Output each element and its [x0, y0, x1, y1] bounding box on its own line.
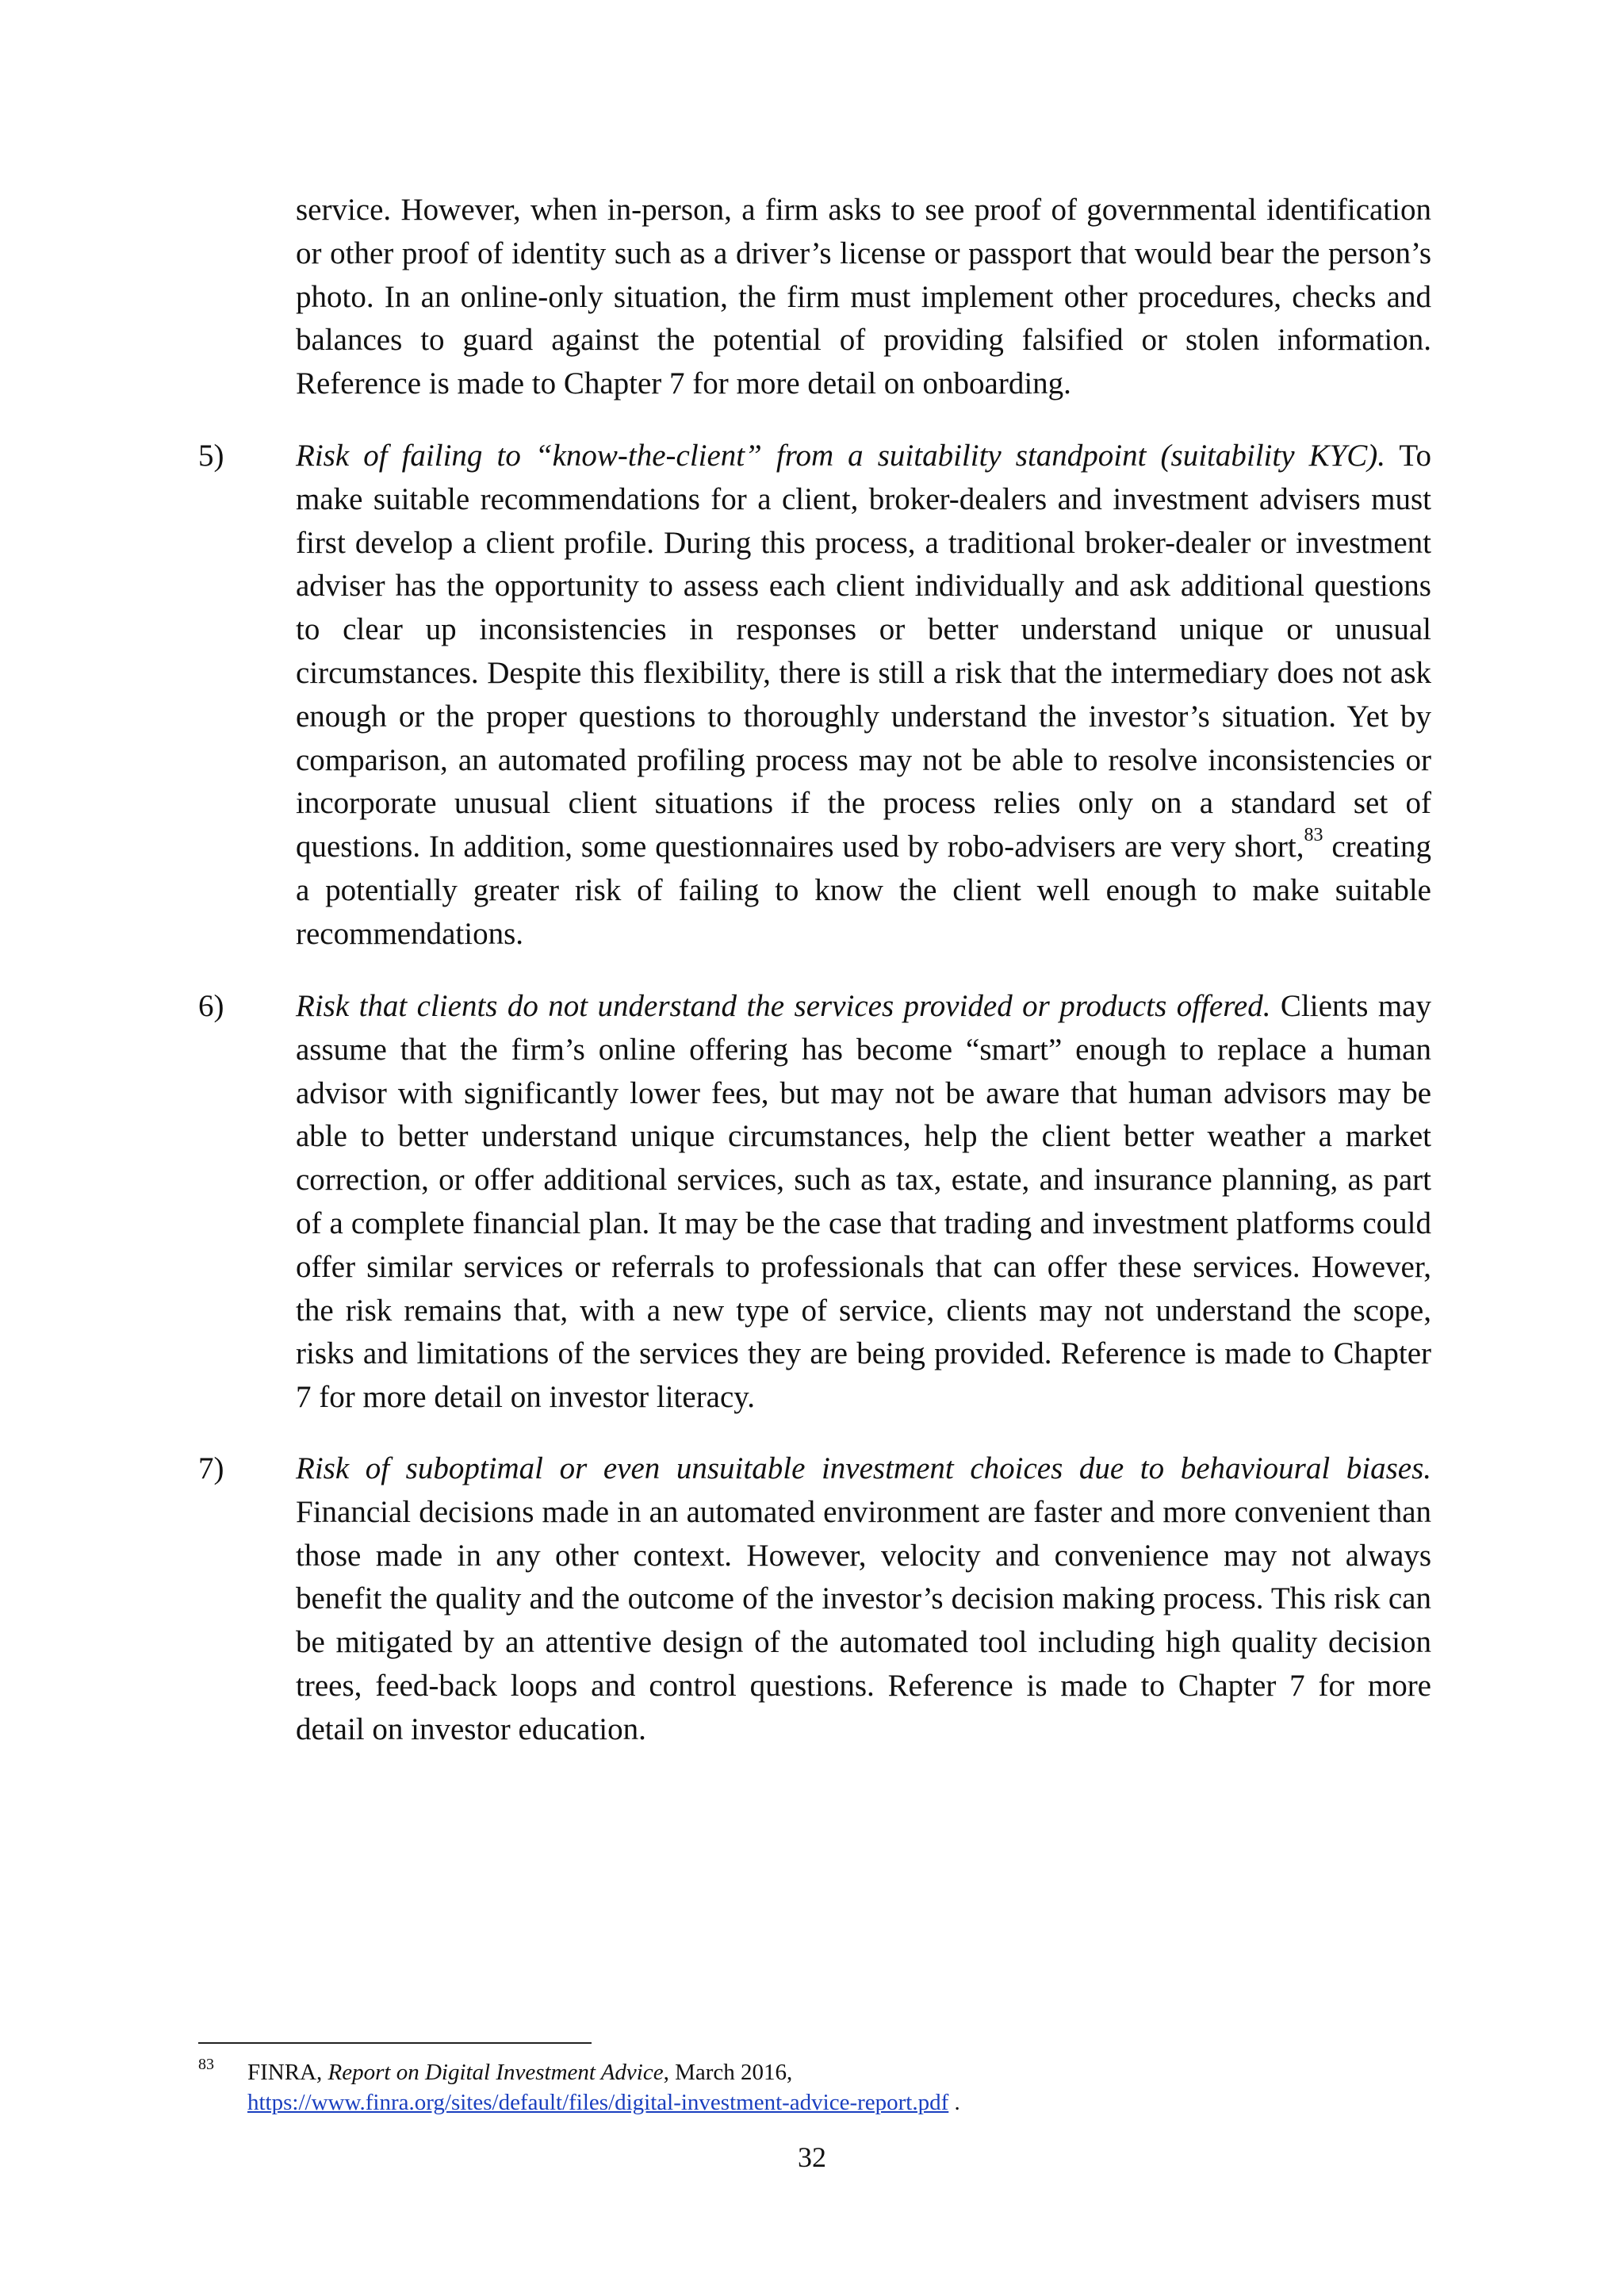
footnote-number: 83 [198, 2056, 214, 2073]
list-item-text-continued: creating a potentially greater risk of failing to know the client well enough to make suitable recommendations. [296, 830, 1432, 951]
footnote [198, 2054, 1431, 2118]
footnote-body [247, 2054, 1431, 2118]
list-item-7 [198, 1447, 1431, 1752]
list-item-content [296, 435, 1431, 956]
footnote-separator [198, 2042, 592, 2044]
list-item-number: 7) [198, 1451, 224, 1485]
list-item-content [296, 985, 1431, 1420]
list-item-6 [198, 985, 1431, 1420]
list-item-heading: Risk that clients do not understand the services provided or products offered. [296, 989, 1271, 1023]
list-item-number: 6) [198, 989, 224, 1023]
list-item-5 [198, 435, 1431, 956]
footnote-title: Report on Digital Investment Advice [327, 2060, 664, 2085]
list-item-text: To make suitable recommendations for a client, broker-dealers and investment advisers must first develop a client profile. During this process, a traditional broker-dealer or investment adviser has the opportunity to assess each client individually and ask additional questions to clear up inconsistencies in responses or better understand unique or unusual circumstances. Despite this flexibility, there is still a risk that the intermediary does not ask enough or the proper questions to thoroughly understand the investor’s situation. Yet by comparison, an automated profiling process may not be able to resolve inconsistencies or incorporate unusual client situations if the process relies only on a standard set of questions. In addition, some questionnaires used by robo-advisers are very short, [296, 439, 1431, 864]
list-item-text: Clients may assume that the firm’s online offering has become “smart” enough to replace a human advisor with significantly lower fees, but may not be aware that human advisors may be able to better understand unique circumstances, help the client better weather a market correction, or offer additional services, such as tax, estate, and insurance planning, as part of a complete financial plan. It may be the case that trading and investment platforms could offer similar services or referrals to professionals that can offer these services. However, the risk remains that, with a new type of service, clients may not understand the scope, risks and limitations of the services they are being provided. Reference is made to Chapter 7 for more detail on investor literacy. [296, 989, 1431, 1415]
page-number: 32 [798, 2141, 826, 2173]
footnote-reference[interactable]: 83 [1304, 825, 1323, 846]
list-item-number: 5) [198, 439, 224, 473]
footnote-link[interactable]: https://www.finra.org/sites/default/files/digital-investment-advice-report.pdf [247, 2090, 949, 2115]
list-item-content [296, 1447, 1431, 1752]
footnote-date: , March 2016, [663, 2060, 793, 2085]
footnote-source: FINRA, [247, 2060, 328, 2085]
list-item-heading: Risk of failing to “know-the-client” from a suitability standpoint (suitability KYC). [296, 439, 1386, 473]
footnote-trailing: . [948, 2090, 960, 2115]
list-item-heading: Risk of suboptimal or even unsuitable investment choices due to behavioural biases. [296, 1451, 1431, 1485]
intro-paragraph: service. However, when in-person, a firm asks to see proof of governmental identification or other proof of identity such as a driver’s license or passport that would bear the person’s photo. In an online-only situation, the firm must implement other procedures, checks and balances to guard against the potential of providing falsified or stolen information. Reference is made to Chapter 7 for more detail on onboarding. [296, 193, 1431, 401]
list-item-text: Financial decisions made in an automated environment are faster and more convenient than those made in any other context. However, velocity and convenience may not always benefit the quality and the outcome of the investor’s decision making process. This risk can be mitigated by an attentive design of the automated tool including high quality decision trees, feed-back loops and control questions. Reference is made to Chapter 7 for more detail on investor education. [296, 1494, 1431, 1746]
